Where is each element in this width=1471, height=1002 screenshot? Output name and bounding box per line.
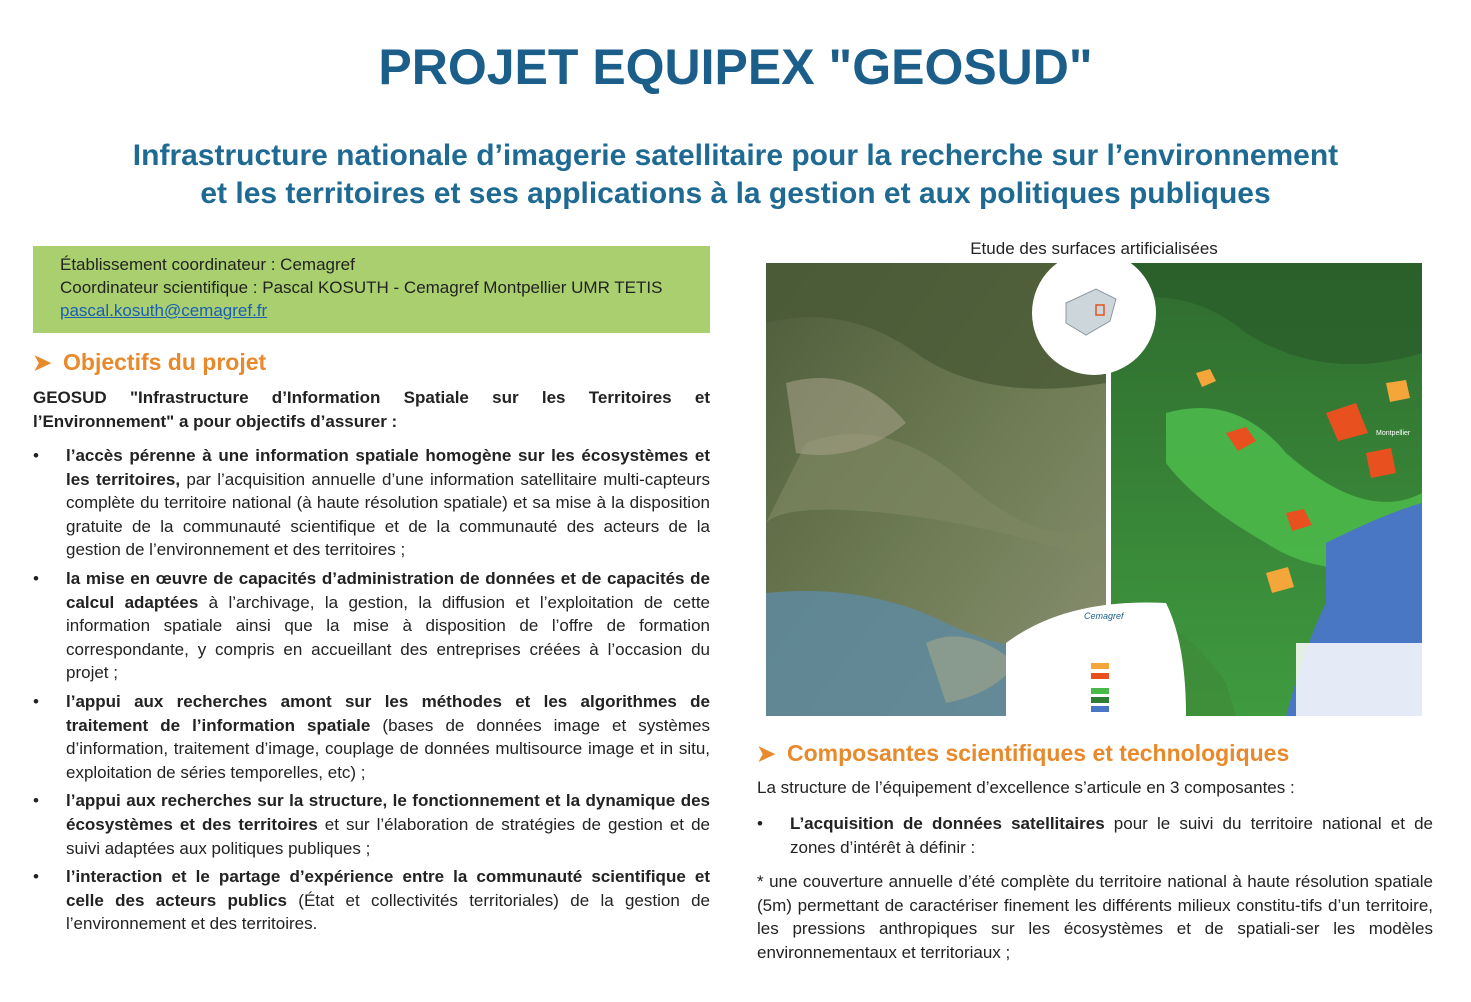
coordinator-scientist: Coordinateur scientifique : Pascal KOSUTH - Cemagref Montpellier UMR TETIS <box>60 278 663 297</box>
satellite-map-image <box>766 263 1422 716</box>
list-item <box>33 789 710 860</box>
chevron-right-icon: ➤ <box>33 350 52 375</box>
chevron-right-icon: ➤ <box>757 741 776 766</box>
list-item-bold: la mise en œuvre de capacités d’administration de données et de capacités de calcul adaptées <box>66 568 710 612</box>
satellite-map-figure <box>766 263 1422 716</box>
bullet-icon: • <box>33 446 39 465</box>
list-item-bold: l’accès pérenne à une information spatiale homogène sur les écosystèmes et les territoires, <box>66 446 710 489</box>
list-item <box>33 690 710 784</box>
coordinator-box <box>33 246 710 333</box>
cemagref-logo: Cemagref <box>1084 611 1124 621</box>
list-item-bold: l’appui aux recherches amont sur les méthodes et les algorithmes de traitement de l’information spatiale <box>66 691 710 735</box>
list-item-text: (État et collectivités territoriales) de la gestion de l’environnement et des territoires. <box>66 890 711 934</box>
map-city-label: Montpellier <box>1376 430 1411 437</box>
objectifs-heading <box>33 349 266 376</box>
bullet-icon: • <box>33 791 39 811</box>
list-item <box>33 567 710 685</box>
composantes-item-text: pour le suivi du territoire national et de zones d’intérêt à définir : <box>790 814 1433 857</box>
composantes-intro: La structure de l’équipement d’excellence s’articule en 3 composantes : <box>757 778 1295 797</box>
subtitle-line-2: et les territoires et ses applications à la gestion et aux politiques publiques <box>200 177 1271 210</box>
bullet-icon: • <box>33 568 39 588</box>
objectifs-list <box>33 444 710 941</box>
bullet-icon: • <box>757 814 763 833</box>
list-item-text: à l’archivage, la gestion, la diffusion et l’exploitation de cette information spatiale ainsi que la mise à disposition de l’offre de formation correspondante, y compris en accueillant des entreprises créées à l’occasion du projet ; <box>66 592 710 683</box>
composantes-item <box>757 812 1433 859</box>
list-item-text: et sur l’élaboration de stratégies de gestion et de suivi adaptées aux politiques publiques ; <box>66 814 710 858</box>
list-item <box>33 865 710 936</box>
subtitle-line-1: Infrastructure nationale d’imagerie satellitaire pour la recherche sur l’environnement <box>132 139 1339 172</box>
list-item-text: par l’acquisition annuelle d’une information satellitaire multi-capteurs complète du territoire national (à haute résolution spatiale) et sa mise à la disposition gratuite de la communauté scientifique et de la communauté des acteurs de la gestion de l’environnement et des territoires ; <box>66 469 710 560</box>
composantes-note: * une couverture annuelle d’été complète du territoire national à haute résolution spatiale (5m) permettant de caractériser finement les différents milieux constitu-tifs d’un territoire, les pressions anthropiques sur les écosystèmes et de spatiali-ser les modèles environnementaux et territoriaux ; <box>757 872 1433 962</box>
bullet-icon: • <box>33 691 39 711</box>
list-item-bold: l’appui aux recherches sur la structure, le fonctionnement et la dynamique des écosystèmes et des territoires <box>66 791 710 834</box>
figure-caption: Etude des surfaces artificialisées <box>970 239 1218 258</box>
bullet-icon: • <box>33 867 39 887</box>
objectifs-intro: GEOSUD "Infrastructure d’Information Spatiale sur les Territoires et l’Environnement" a pour objectifs d’assurer : <box>33 388 710 431</box>
composantes-heading <box>757 740 1289 767</box>
composantes-item-bold: L’acquisition de données satellitaires <box>790 814 1105 833</box>
composantes-heading-label: Composantes scientifiques et technologiques <box>787 740 1290 766</box>
coordinator-establishment: Établissement coordinateur : Cemagref <box>60 255 355 274</box>
page-subtitle <box>0 137 1471 213</box>
coordinator-email-link[interactable]: pascal.kosuth@cemagref.fr <box>60 301 268 320</box>
objectifs-heading-label: Objectifs du projet <box>63 349 267 375</box>
list-item-text: (bases de données image et systèmes d’information, traitement d’image, couplage de données multisource image et in situ, exploitation de séries temporelles, etc) ; <box>66 715 710 782</box>
page-title: PROJET EQUIPEX "GEOSUD" <box>378 39 1093 95</box>
list-item <box>33 444 710 562</box>
list-item-bold: l’interaction et le partage d’expérience entre la communauté scientifique et celle des acteurs publics <box>66 867 710 910</box>
